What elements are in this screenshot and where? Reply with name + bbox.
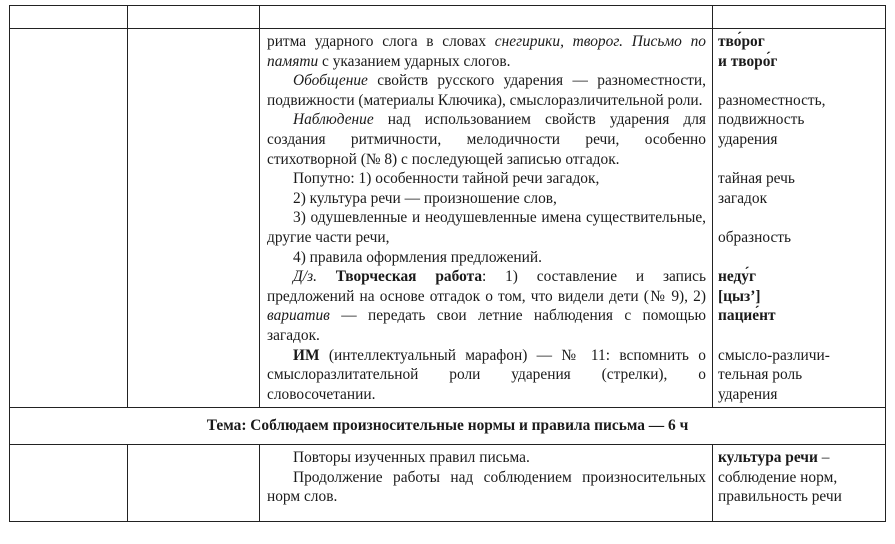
vocab-word: [цызʼ] [718,287,761,305]
bottom-cell-1 [10,445,128,522]
lesson-paragraph: 4) правила оформления предложений. [293,248,542,266]
vocab-word: тво́рог [718,33,765,50]
vocab-word: смысло-различи- [718,346,830,364]
lesson-content-cell [260,29,713,408]
bottom-vocabulary-cell [713,445,886,522]
lesson-paragraph: Продолжение работы над соблюдением произносительных норм слов. [267,468,706,506]
vocab-word: разноместность, [718,91,826,109]
lesson-paragraph: Д/з. Творческая работа: 1) составление и запись предложений на основе отгадок о том, что видели дети (№ 9), 2) вариатив — передать свои летние наблюдения с помощью загадок. [267,268,706,344]
lesson-paragraph: Наблюдение над использованием свойств ударения для создания ритмичности, мелодичности речи, особенно стихотворной (№ 8) с последующей записью отгадок. [267,111,706,168]
theme-heading: Тема: Соблюдаем произносительные нормы и правила письма — 6 ч [10,408,886,445]
vocab-word: ударения [718,130,778,148]
vocab-word: загадок [718,189,768,207]
lesson-paragraph: Попутно: 1) особенности тайной речи загадок, [293,170,600,188]
lesson-paragraph: ритма ударного слога в словах снегирики, творог. Письмо по памяти с указанием ударных слогов. [267,33,706,70]
vocab-word: культура речи – [718,449,830,467]
vocab-word: тельная роль [718,366,803,384]
lesson-paragraph: 2) культура речи — произношение слов, [293,189,557,207]
vocab-word: и творо́г [718,52,778,70]
table-row-bottom [10,445,886,522]
vocab-word: подвижность [718,111,805,129]
vocabulary-cell [713,29,886,408]
vocab-word: тайная речь [718,170,795,188]
top-cell-2 [128,6,260,29]
table-row-main [10,29,886,408]
lesson-paragraph: Обобщение свойств русского ударения — разноместности, подвижности (материалы Ключика), смыслоразличительной роли. [267,72,706,109]
top-cell-1 [10,6,128,29]
top-cell-3 [260,6,713,29]
table-row-top [10,6,886,29]
lesson-paragraph: ИМ (интеллектуальный марафон) — № 11: вспомнить о смыслоразлитательной роли ударения (стрелки), о словосочетании. [267,346,706,403]
bottom-content-cell [260,445,713,522]
vocab-word: правильность речи [718,488,842,506]
top-cell-4 [713,6,886,29]
bottom-cell-2 [128,445,260,522]
vocab-word: пацие́нт [718,307,776,325]
main-cell-2 [128,29,260,408]
vocab-word: образность [718,228,792,246]
lesson-plan-table [9,5,886,522]
vocab-word: ударения [718,385,778,403]
table-row-theme [10,408,886,445]
lesson-paragraph: 3) одушевленные и неодушевленные имена существительные, другие части речи, [267,209,706,246]
vocab-word: соблюдение норм, [718,468,838,486]
vocab-word: неду́г [718,268,756,286]
lesson-paragraph: Повторы изученных правил письма. [293,449,530,467]
main-cell-1 [10,29,128,408]
